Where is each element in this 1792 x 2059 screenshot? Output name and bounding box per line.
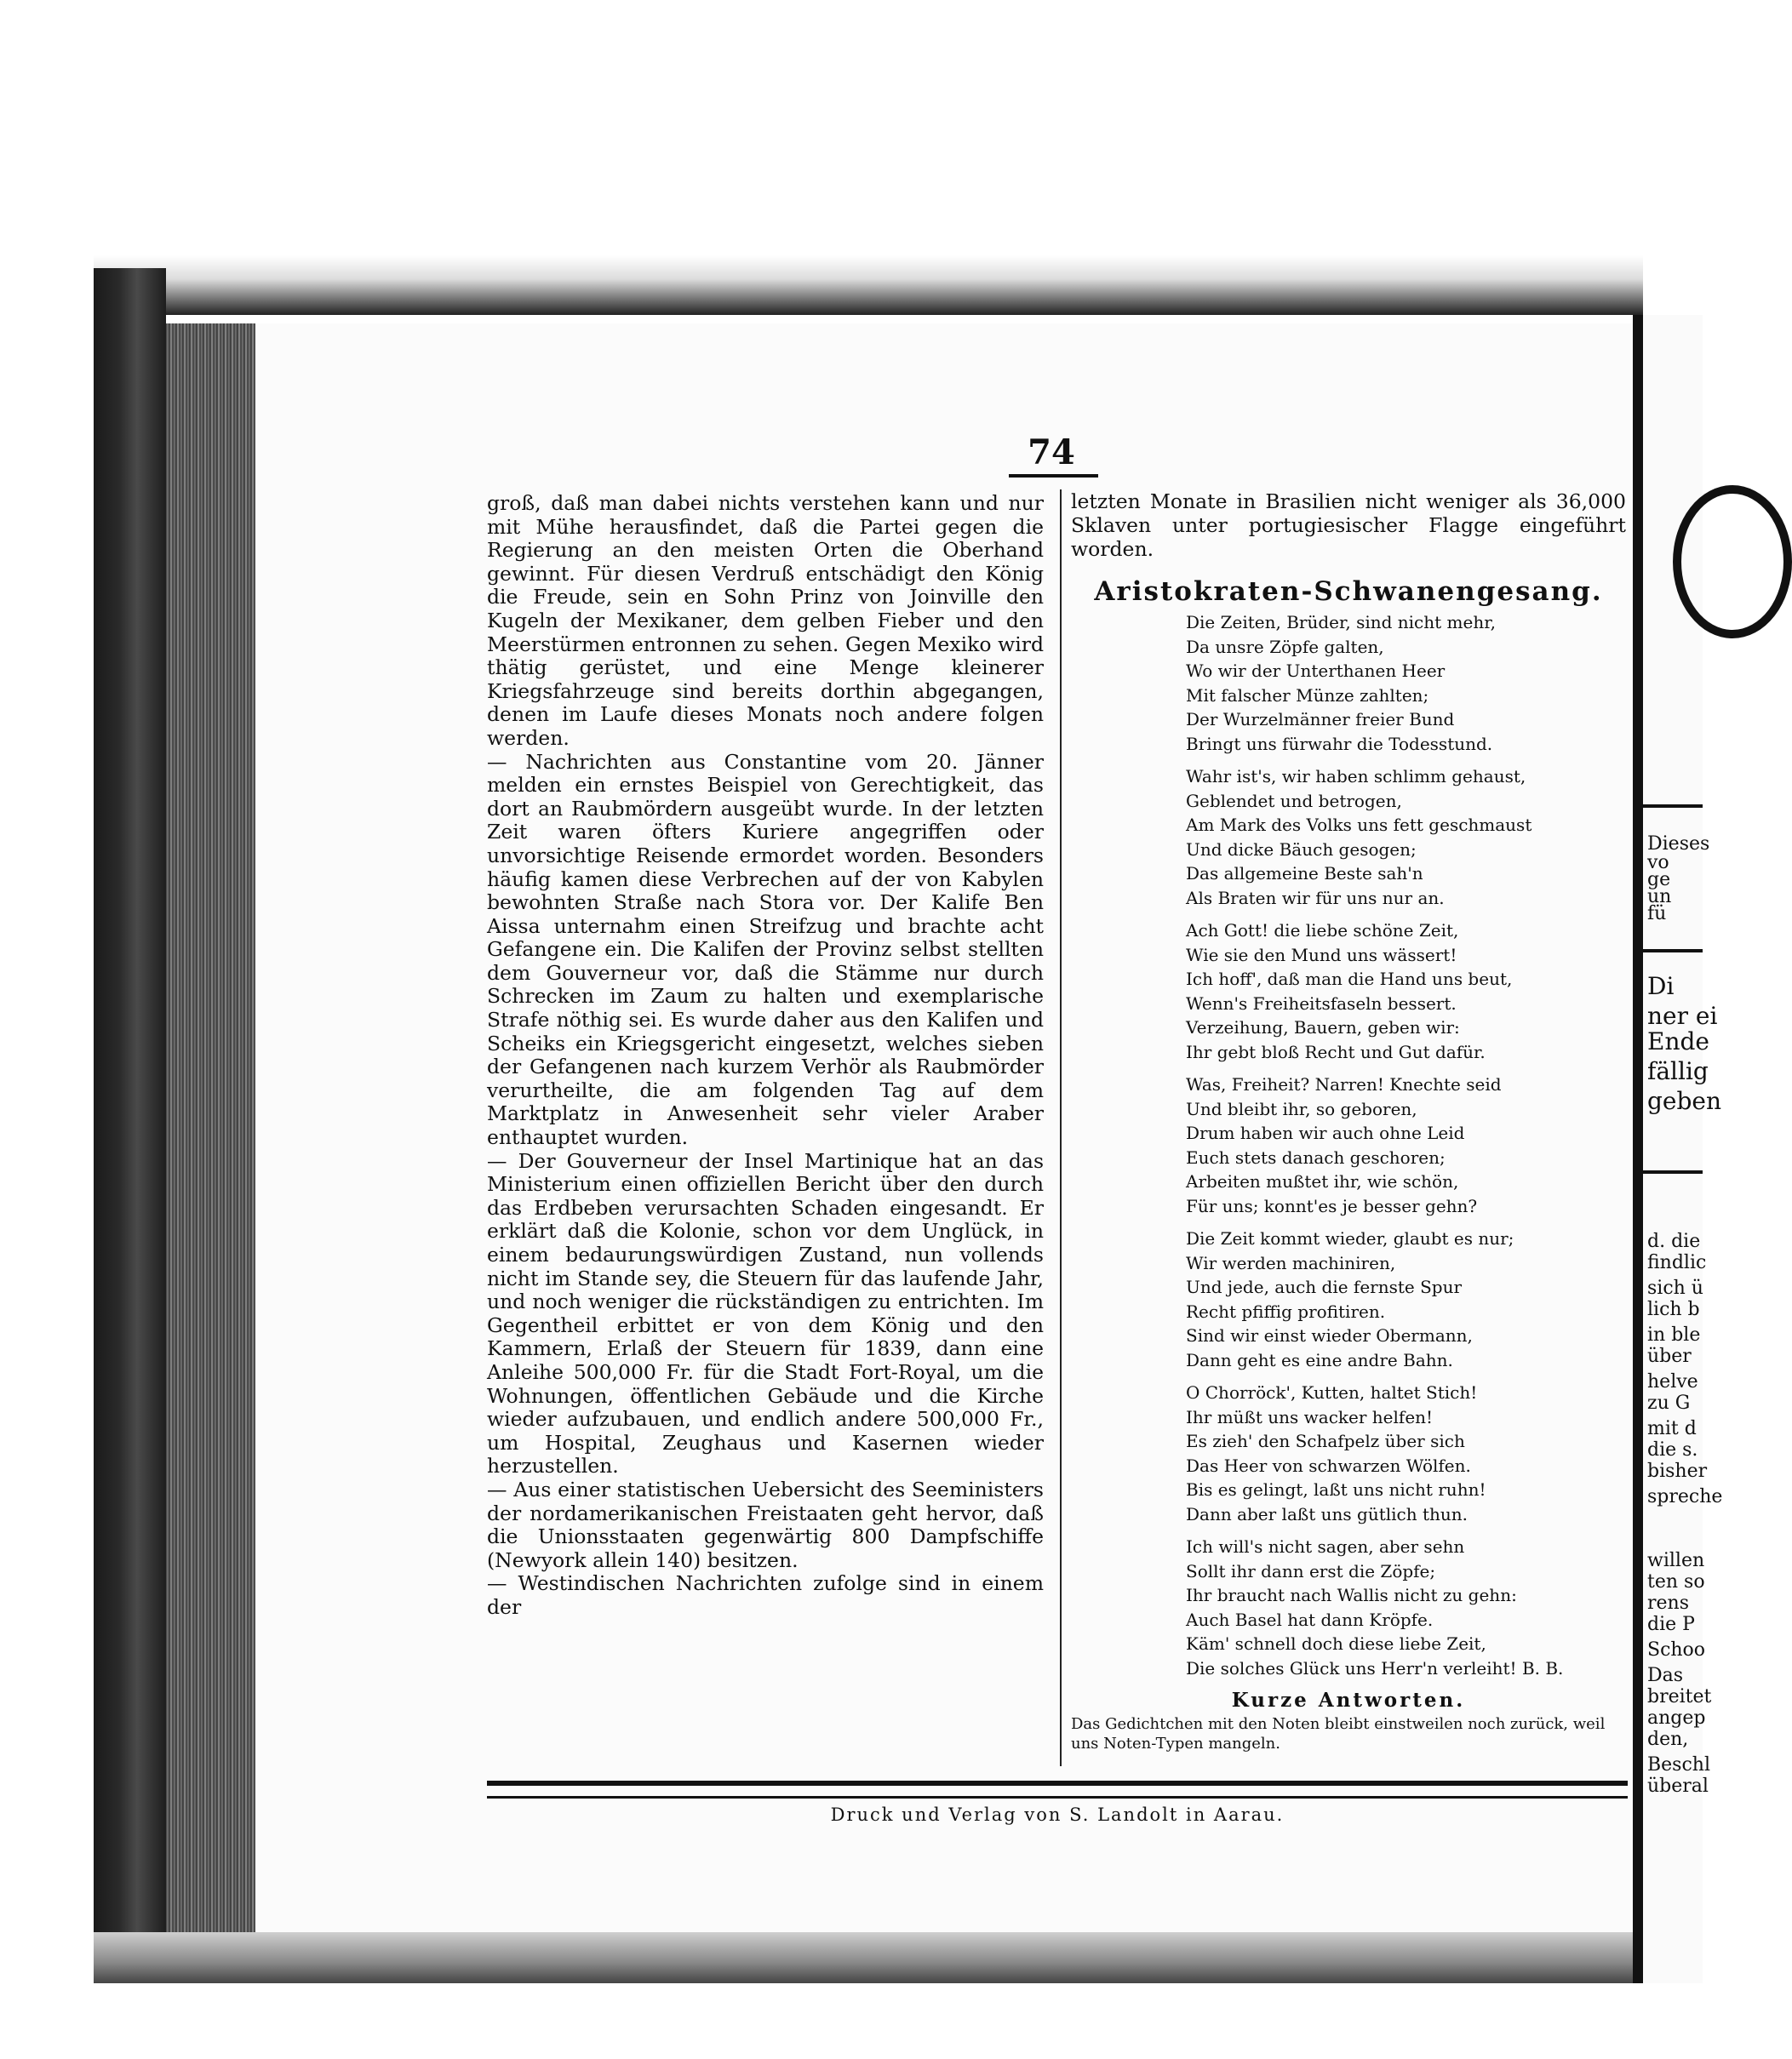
- facing-page-text: ten so: [1647, 1571, 1705, 1593]
- poem-line: Wie sie den Mund uns wässert!: [1186, 944, 1457, 965]
- poem-line: Mit falscher Münze zahlten;: [1186, 684, 1429, 706]
- poem-line: Arbeiten mußtet ihr, wie schön,: [1186, 1171, 1459, 1192]
- poem: [1071, 610, 1626, 1680]
- paragraph: — Westindischen Nachrichten zufolge sind in einem der: [487, 1571, 1044, 1619]
- facing-page-text: über: [1647, 1346, 1692, 1367]
- poem-line: Da unsre Zöpfe galten,: [1186, 636, 1384, 657]
- short-answers-text: Das Gedichtchen mit den Noten bleibt einstweilen noch zurück, weil uns Noten-Typen mangeln.: [1071, 1715, 1606, 1753]
- facing-page-text: vo: [1647, 852, 1669, 873]
- poem-line: Das Heer von schwarzen Wölfen.: [1186, 1455, 1471, 1476]
- column-rule: [1060, 489, 1062, 1766]
- facing-page-text: bisher: [1647, 1461, 1708, 1482]
- facing-page-text: Das: [1647, 1665, 1684, 1686]
- facing-page-text: ner ei: [1647, 1002, 1718, 1030]
- facing-page-text: lich b: [1647, 1299, 1700, 1320]
- poem-line: Wenn's Freiheitsfaseln bessert.: [1186, 992, 1457, 1014]
- poem-line: Sind wir einst wieder Obermann,: [1186, 1325, 1473, 1346]
- facing-page-text: die s.: [1647, 1439, 1698, 1461]
- poem-line: Und jede, auch die fernste Spur: [1186, 1277, 1463, 1297]
- poem-line: Für uns; konnt'es je besser gehn?: [1186, 1195, 1478, 1216]
- poem-line: Recht pfiffig profitiren.: [1186, 1301, 1386, 1322]
- facing-page-text: mit d: [1647, 1418, 1697, 1439]
- facing-page-ornament: [1673, 485, 1792, 638]
- poem-line: Sollt ihr dann erst die Zöpfe;: [1186, 1560, 1436, 1581]
- poem-line: Ihr müßt uns wacker helfen!: [1186, 1406, 1434, 1427]
- poem-line: Ihr braucht nach Wallis nicht zu gehn:: [1186, 1585, 1517, 1605]
- paragraph: — Aus einer statistischen Uebersicht des Seeministers der nordamerikanischen Freistaaten geht hervor, daß die Unionsstaaten gegenwärtig 800 Dampfschiffe (Newyork allein 140) besitzen.: [487, 1477, 1044, 1572]
- poem-stanza: [1186, 1381, 1626, 1526]
- paragraph: groß, daß man dabei nichts verstehen kann und nur mit Mühe herausfindet, daß die Partei gegen die Regierung an den meisten Orten die Oberhand gewinnt. Für diesen Verdruß entschädigt den König die Freude, sein en Sohn Prinz von Joinville den Kugeln der Mexikaner, dem gelben Fieber und den Meerstürmen entronnen zu sehen. Gegen Mexiko wird thätig gerüstet, und eine Menge kleinerer Kriegsfahrzeuge sind bereits dorthin abgegangen, denen im Laufe dieses Monats noch andere folgen werden.: [487, 491, 1044, 750]
- short-answers-title: Kurze Antworten.: [1231, 1689, 1466, 1712]
- book-cover-top: [94, 255, 1643, 315]
- poem-line: Euch stets danach geschoren;: [1186, 1147, 1446, 1168]
- poem-line: Käm' schnell doch diese liebe Zeit,: [1186, 1633, 1486, 1654]
- poem-line: Es zieh' den Schafpelz über sich: [1186, 1431, 1465, 1451]
- poem-line: Ich hoff', daß man die Hand uns beut,: [1186, 969, 1513, 989]
- poem-line: Wo wir der Unterthanen Heer: [1186, 661, 1446, 681]
- poem-line: Wir werden machiniren,: [1186, 1252, 1396, 1273]
- poem-line: Und bleibt ihr, so geboren,: [1186, 1098, 1417, 1119]
- facing-page-text: Dieses: [1647, 833, 1710, 855]
- facing-page-text: angep: [1647, 1707, 1706, 1729]
- facing-page-text: Di: [1647, 972, 1675, 1000]
- right-column: [1071, 489, 1626, 1753]
- poem-line: Bringt uns fürwahr die Todesstund.: [1186, 733, 1493, 754]
- footer-rule: [487, 1781, 1628, 1799]
- facing-page-text: helve: [1647, 1371, 1698, 1393]
- facing-page-text: rens: [1647, 1593, 1689, 1614]
- facing-page-rule: [1643, 1170, 1703, 1174]
- poem-line: Die Zeiten, Brüder, sind nicht mehr,: [1186, 612, 1496, 632]
- poem-line: Ich will's nicht sagen, aber sehn: [1186, 1536, 1465, 1557]
- poem-title: Aristokraten-Schwanengesang.: [1094, 576, 1603, 607]
- facing-page-text: findlic: [1647, 1252, 1707, 1273]
- poem-line: Verzeihung, Bauern, geben wir:: [1186, 1017, 1460, 1038]
- poem-line: Der Wurzelmänner freier Bund: [1186, 709, 1455, 729]
- facing-page-text: spreche: [1647, 1486, 1723, 1507]
- poem-line: Dann aber laßt uns gütlich thun.: [1186, 1503, 1469, 1524]
- poem-line: Als Braten wir für uns nur an.: [1186, 887, 1445, 908]
- poem-stanza: [1186, 1227, 1626, 1372]
- poem-stanza: [1186, 1072, 1626, 1218]
- poem-stanza: [1186, 764, 1626, 910]
- poem-line: Ach Gott! die liebe schöne Zeit,: [1186, 920, 1459, 941]
- paragraph: letzten Monate in Brasilien nicht weniger als 36,000 Sklaven unter portugiesischer Flagge eingeführt worden.: [1071, 489, 1626, 561]
- poem-line: Bis es gelingt, laßt uns nicht ruhn!: [1186, 1479, 1486, 1500]
- poem-line: Und dicke Bäuch gesogen;: [1186, 838, 1417, 860]
- facing-page-text: fällig: [1647, 1057, 1709, 1085]
- imprint: Druck und Verlag von S. Landolt in Aarau.: [830, 1804, 1285, 1825]
- facing-page-text: Ende: [1647, 1027, 1709, 1055]
- poem-line: Die Zeit kommt wieder, glaubt es nur;: [1186, 1228, 1514, 1249]
- poem-stanza: [1186, 1535, 1626, 1680]
- facing-page-text: überal: [1647, 1776, 1709, 1797]
- poem-line: Am Mark des Volks uns fett geschmaust: [1186, 815, 1532, 835]
- page-number-rule: [1009, 474, 1098, 478]
- facing-page-text: d. die: [1647, 1231, 1701, 1252]
- facing-page-text: in ble: [1647, 1324, 1701, 1346]
- poem-line: Das allgemeine Beste sah'n: [1186, 863, 1423, 884]
- poem-line: Was, Freiheit? Narren! Knechte seid: [1186, 1074, 1502, 1095]
- facing-page-text: breitet: [1647, 1686, 1712, 1707]
- poem-stanza: [1186, 610, 1626, 756]
- poem-line: Dann geht es eine andre Bahn.: [1186, 1349, 1453, 1370]
- poem-stanza: [1186, 918, 1626, 1064]
- facing-page-text: un: [1647, 886, 1672, 907]
- poem-line: O Chorröck', Kutten, haltet Stich!: [1186, 1382, 1478, 1403]
- facing-page-rule: [1643, 949, 1703, 952]
- paragraph: — Der Gouverneur der Insel Martinique hat an das Ministerium einen offiziellen Bericht über den durch das Erdbeben verursachten Schaden eingesandt. Er erklärt daß die Kolonie, schon vor dem Unglück, in einem bedaurungswürdigen Zustand, nun vollends nicht im Stande sey, die Steuern für das laufende Jahr, und noch weniger die rückständigen zu entrichten. Im Gegentheil erbittet er von dem König und den Kammern, Erlaß der Steuern für 1839, dann eine Anleihe 500,000 Fr. für die Stadt Fort-Royal, um die Wohnungen, öffentlichen Gebäude und die Kirche wieder aufzubauen, und endlich andere 500,000 Fr., um Hospital, Zeughaus und Kasernen wieder herzustellen.: [487, 1148, 1044, 1478]
- poem-line: Ihr gebt bloß Recht und Gut dafür.: [1186, 1041, 1486, 1062]
- book-bottom-shadow: [94, 1932, 1643, 1983]
- paragraph: — Nachrichten aus Constantine vom 20. Jänner melden ein ernstes Beispiel von Gerechtigkeit, das dort an Raubmördern ausgeübt wurde. In der letzten Zeit waren öfters Kuriere angegriffen oder unvorsichtige Reisende ermordet worden. Besonders häufig kamen diese Verbrechen auf der von Kabylen bewohnten Straße nach Stora vor. Der Kalife Ben Aissa unternahm einen Streifzug und brachte acht Gefangene ein. Die Kalifen der Provinz selbst stellten dem Gouverneur vor, daß die Stämme nur durch Schrecken im Zaum zu halten und exemplarische Strafe nöthig sei. Es wurde daher aus den Kalifen und Scheiks ein Kriegsgericht eingesetzt, welches sieben der Gefangenen nach kurzem Verhör als Raubmörder verurtheilte, die am folgenden Tag auf dem Marktplatz in Anwesenheit sehr vieler Araber enthauptet wurden.: [487, 749, 1044, 1150]
- facing-page-text: den,: [1647, 1729, 1689, 1750]
- poem-line: Die solches Glück uns Herr'n verleiht! B. B.: [1186, 1657, 1564, 1679]
- facing-page-text: Schoo: [1647, 1639, 1706, 1661]
- page-edges: [166, 323, 260, 1941]
- facing-page-rule: [1643, 804, 1703, 808]
- facing-page-text: geben: [1647, 1087, 1722, 1115]
- poem-line: Drum haben wir auch ohne Leid: [1186, 1123, 1465, 1143]
- poem-line: Geblendet und betrogen,: [1186, 790, 1402, 811]
- facing-page-text: die P: [1647, 1614, 1695, 1635]
- facing-page-text: ge: [1647, 869, 1671, 890]
- facing-page-text: Beschl: [1647, 1754, 1711, 1776]
- facing-page-text: fü: [1647, 903, 1667, 924]
- left-column: [487, 492, 1044, 1620]
- poem-line: Auch Basel hat dann Kröpfe.: [1186, 1609, 1434, 1630]
- facing-page-text: willen: [1647, 1550, 1705, 1571]
- facing-page-text: zu G: [1647, 1393, 1691, 1414]
- facing-page-text: sich ü: [1647, 1278, 1703, 1299]
- center-gutter: [1633, 315, 1643, 1983]
- page-number: 74: [1028, 432, 1075, 472]
- book-spine: [94, 268, 166, 1970]
- poem-line: Wahr ist's, wir haben schlimm gehaust,: [1186, 766, 1526, 786]
